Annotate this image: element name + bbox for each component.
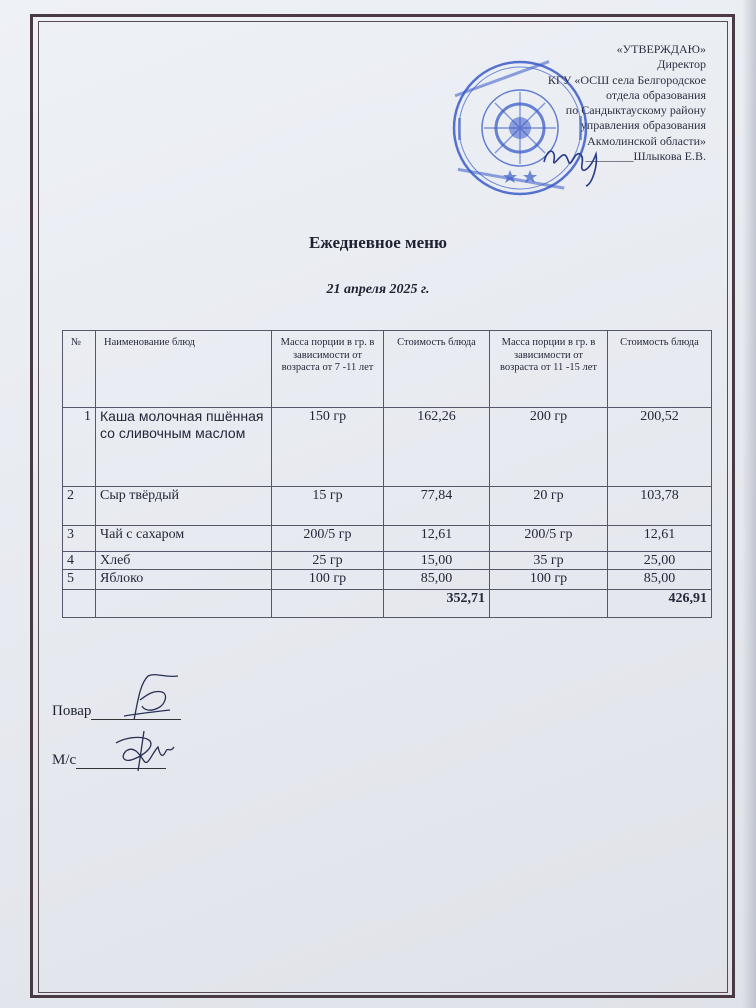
row-mass-1: 15 гр [272, 487, 384, 526]
header-cost-7-11: Стоимость блюда [384, 331, 490, 408]
header-mass-11-15: Масса порции в гр. в зависимости от возраста от 11 -15 лет [490, 331, 608, 408]
total-empty-cell [490, 590, 608, 618]
row-dish-name: Яблоко [96, 570, 272, 590]
total-empty-cell [96, 590, 272, 618]
row-cost-2: 200,52 [608, 408, 712, 487]
page-edge-shadow [742, 0, 756, 1008]
row-dish-name: Чай с сахаром [96, 526, 272, 552]
row-mass-1: 100 гр [272, 570, 384, 590]
cook-label: Повар [52, 703, 92, 719]
row-mass-1: 150 гр [272, 408, 384, 487]
row-mass-2: 200/5 гр [490, 526, 608, 552]
table-row [63, 526, 712, 552]
total-empty-cell [272, 590, 384, 618]
row-cost-1: 77,84 [384, 487, 490, 526]
document-date: 21 апреля 2025 г. [326, 282, 430, 297]
row-dish-name: Хлеб [96, 552, 272, 570]
table-row [63, 408, 712, 487]
approval-line: отдела образования [606, 87, 706, 102]
row-cost-2: 12,61 [608, 526, 712, 552]
approval-block [548, 42, 706, 164]
row-number: 1 [63, 408, 96, 487]
row-dish-name: Каша молочная пшённая со сливочным маслом [96, 408, 272, 487]
table-header-row [63, 331, 712, 408]
row-number: 3 [63, 526, 96, 552]
ms-signature-icon [104, 725, 184, 775]
table-row [63, 552, 712, 570]
row-cost-2: 85,00 [608, 570, 712, 590]
total-cost-2: 426,91 [608, 590, 712, 618]
row-cost-1: 15,00 [384, 552, 490, 570]
row-cost-2: 103,78 [608, 487, 712, 526]
document-title: Ежедневное меню [309, 233, 447, 252]
ms-label: М/с [52, 752, 77, 768]
row-mass-2: 100 гр [490, 570, 608, 590]
row-mass-2: 200 гр [490, 408, 608, 487]
header-dish-name: Наименование блюд [96, 331, 272, 408]
table-row [63, 487, 712, 526]
total-empty-cell [63, 590, 96, 618]
row-cost-2: 25,00 [608, 552, 712, 570]
table-row [63, 570, 712, 590]
row-number: 5 [63, 570, 96, 590]
header-mass-7-11: Масса порции в гр. в зависимости от возраста от 7 -11 лет [272, 331, 384, 408]
header-number: № [63, 331, 96, 408]
cook-signature-icon [104, 670, 184, 725]
row-mass-2: 20 гр [490, 487, 608, 526]
menu-table [62, 330, 712, 618]
row-mass-1: 25 гр [272, 552, 384, 570]
approval-line: Акмолинской области» [587, 133, 706, 148]
row-mass-2: 35 гр [490, 552, 608, 570]
row-number: 4 [63, 552, 96, 570]
approval-line: управления образования [580, 118, 706, 133]
approval-line: КГУ «ОСШ села Белгородское [547, 72, 706, 87]
table-total-row [63, 590, 712, 618]
approval-line: Директор [657, 57, 706, 72]
row-mass-1: 200/5 гр [272, 526, 384, 552]
header-cost-11-15: Стоимость блюда [608, 331, 712, 408]
row-dish-name: Сыр твёрдый [96, 487, 272, 526]
row-cost-1: 12,61 [384, 526, 490, 552]
approval-line: по Сандыктаускому району [565, 103, 706, 118]
row-cost-1: 85,00 [384, 570, 490, 590]
total-cost-1: 352,71 [384, 590, 490, 618]
approval-line: ________Шлыкова Е.В. [585, 149, 706, 164]
row-number: 2 [63, 487, 96, 526]
row-cost-1: 162,26 [384, 408, 490, 487]
approval-line: «УТВЕРЖДАЮ» [616, 42, 706, 56]
